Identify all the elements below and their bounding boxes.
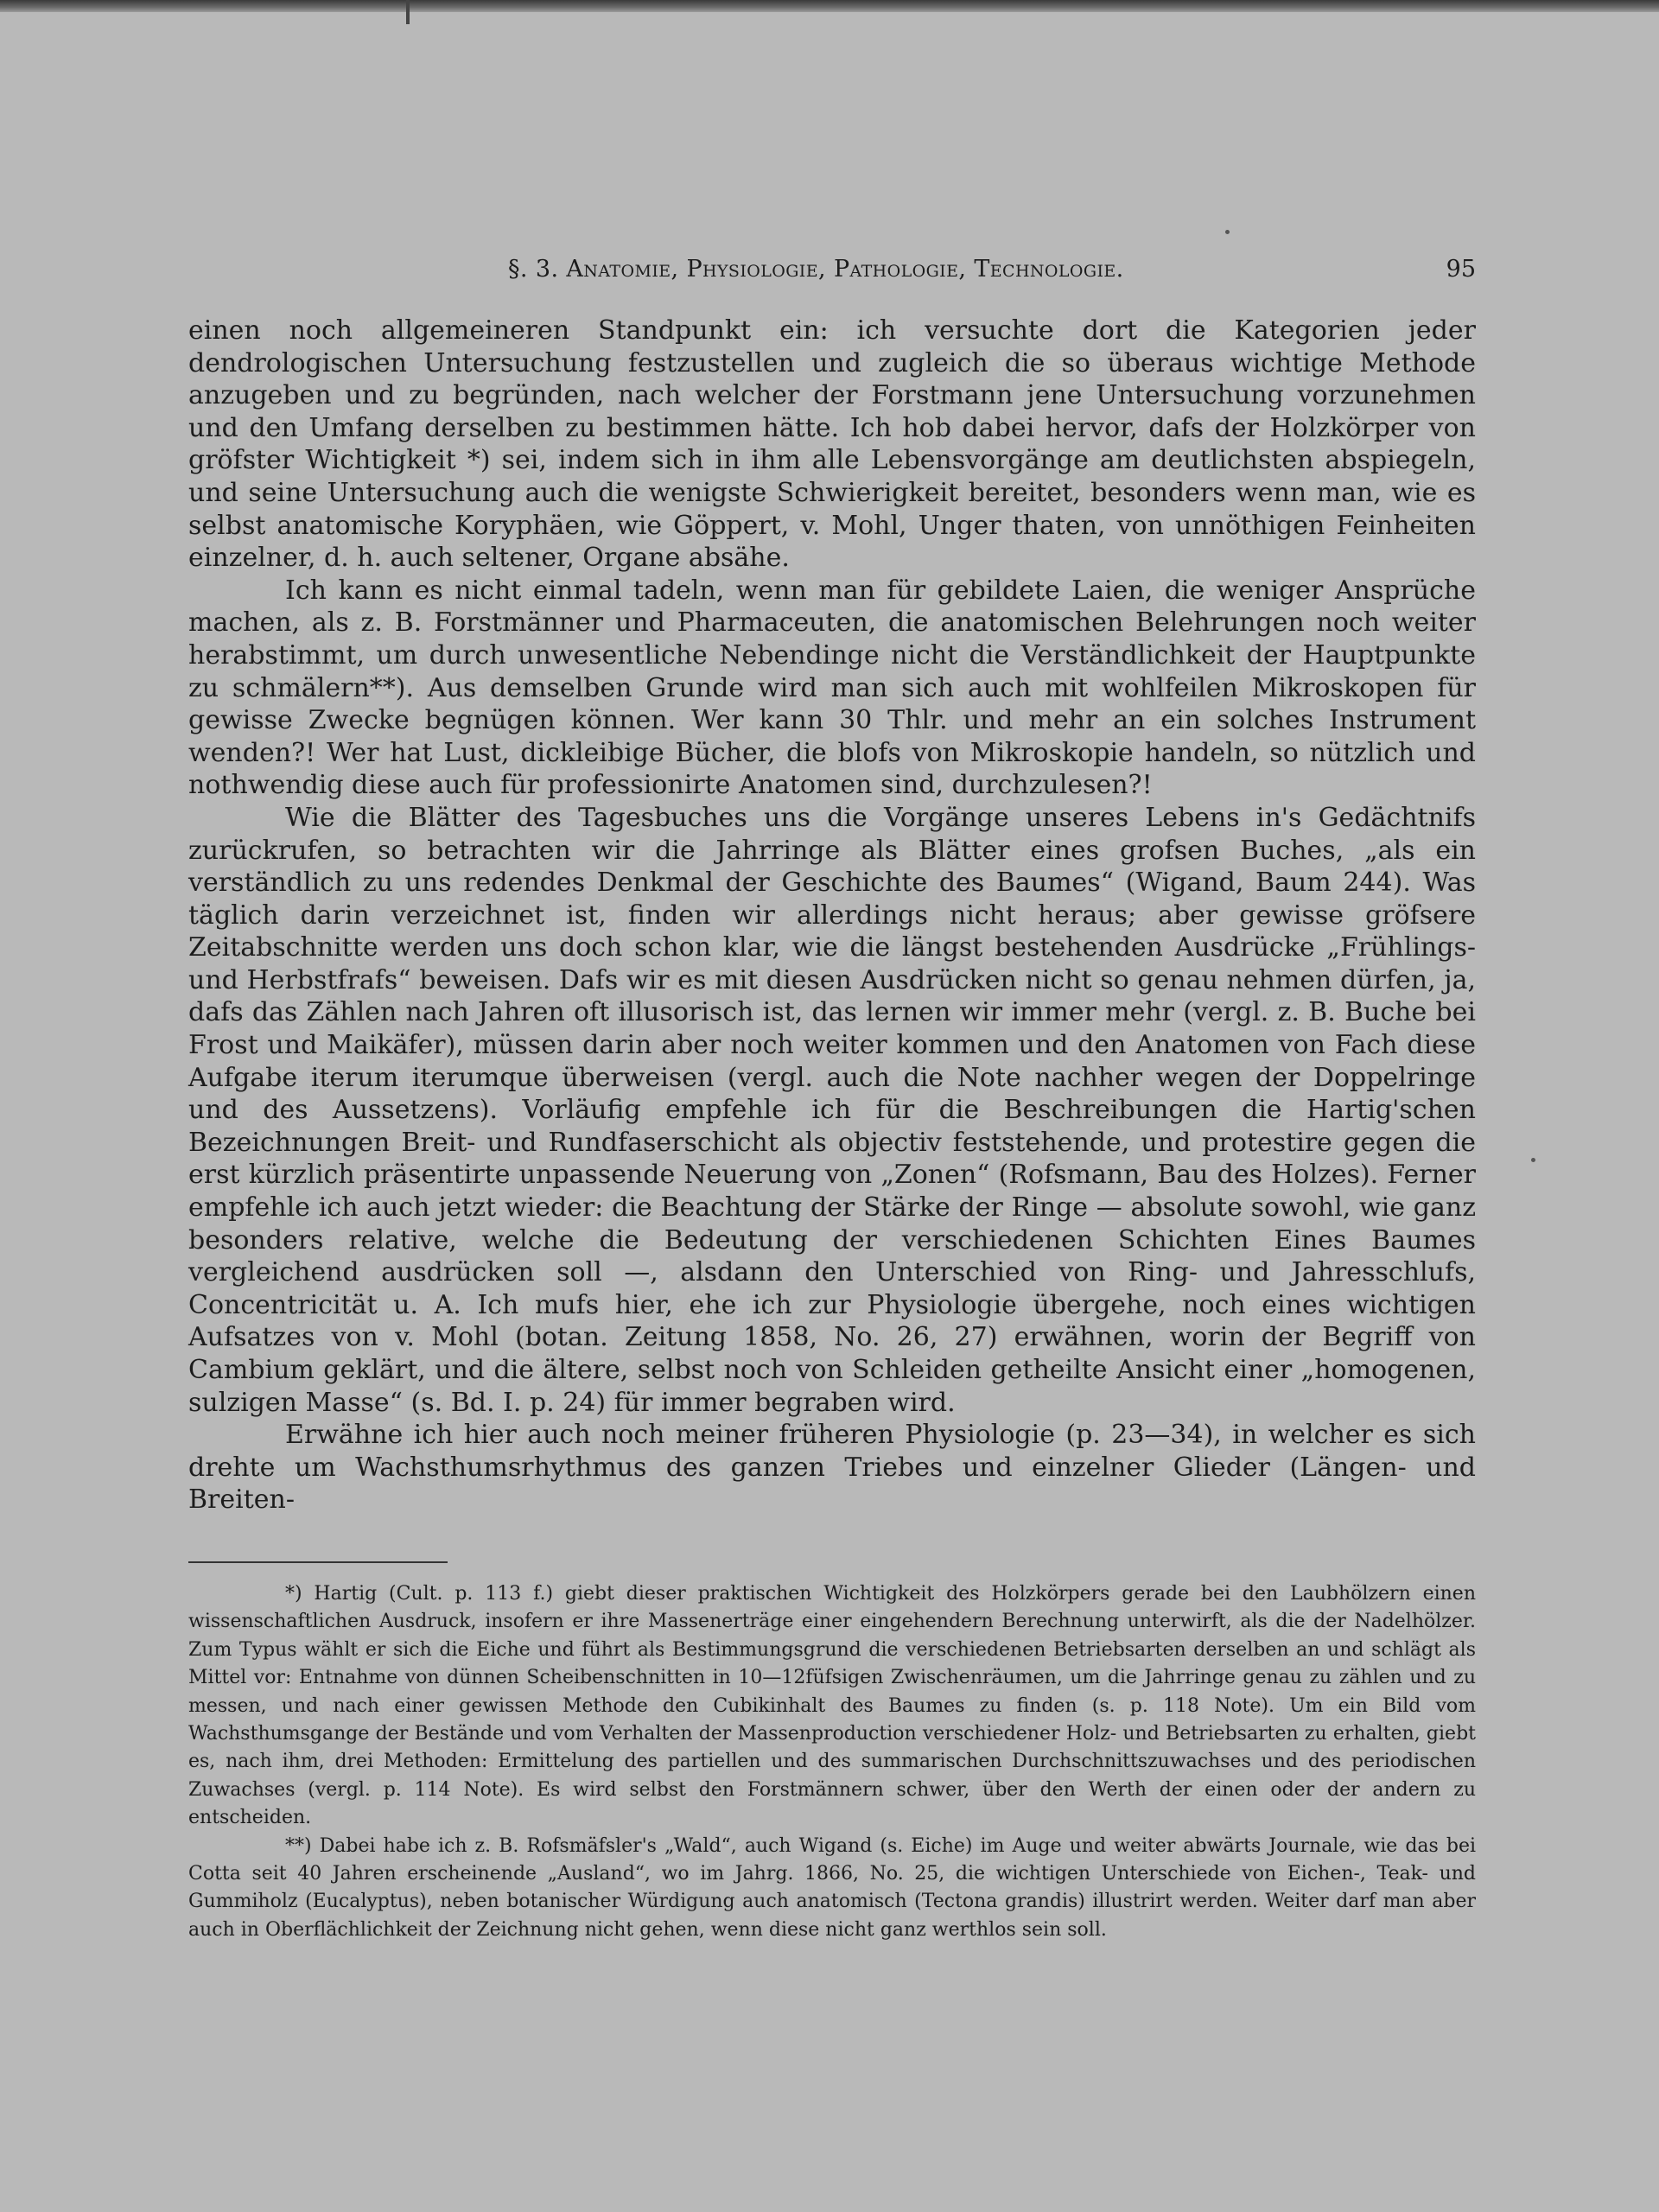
footnote: *) Hartig (Cult. p. 113 f.) giebt dieser praktischen Wichtigkeit des Holzkörpers gerade bei den Laubhölzern einen wissenschaftlichen Ausdruck, insofern er ihre Massenerträge einer eingehendern Berechnung unterwirft, als die der Nadelhölzer. Zum Typus wählt er sich die Eiche und führt als Bestimmungsgrund die verschiedenen Betriebsarten derselben an und schlägt als Mittel vor: Entnahme von dünnen Scheibenschnitten in 10—12füfsigen Zwischenräumen, um die Jahrringe genau zu zählen und zu messen, und nach einer gewissen Methode den Cubikinhalt des Baumes zu finden (s. p. 118 Note). Um ein Bild vom Wachsthumsgange der Bestände und vom Verhalten der Massenproduction verschiedener Holz- und Betriebsarten zu erhalten, giebt es, nach ihm, drei Methoden: Ermittelung des partiellen und des summarischen Durchschnittszuwachses und des periodischen Zuwachses (vergl. p. 114 Note). Es wird selbst den Forstmännern schwer, über den Werth der einen oder der andern zu entscheiden. [188, 1582, 1476, 1829]
paragraph: Wie die Blätter des Tagesbuches uns die Vorgänge unseres Lebens in's Gedächtnifs zurückrufen, so betrachten wir die Jahrringe als Blätter eines grofsen Buches, „als ein verständlich zu uns redendes Denkmal der Geschichte des Baumes“ (Wigand, Baum 244). Was täglich darin verzeichnet ist, finden wir allerdings nicht heraus; aber gewisse gröfsere Zeitabschnitte werden uns doch schon klar, wie die längst bestehenden Ausdrücke „Frühlings- und Herbstfrafs“ beweisen. Dafs wir es mit diesen Ausdrücken nicht so genau nehmen dürfen, ja, dafs das Zählen nach Jahren oft illusorisch ist, das lernen wir immer mehr (vergl. z. B. Buche bei Frost und Maikäfer), müssen darin aber noch weiter kommen und den Anatomen von Fach diese Aufgabe iterum iterumque überweisen (vergl. auch die Note nachher wegen der Doppelringe und des Aussetzens). Vorläufig empfehle ich für die Beschreibungen die Hartig'schen Bezeichnungen Breit- und Rundfaserschicht als objectiv feststehende, und protestire gegen die erst kürzlich präsentirte unpassende Neuerung von „Zonen“ (Rofsmann, Bau des Holzes). Ferner empfehle ich auch jetzt wieder: die Beachtung der Stärke der Ringe — absolute sowohl, wie ganz besonders relative, welche die Bedeutung der verschiedenen Schichten Eines Baumes vergleichend ausdrücken soll —, alsdann den Unterschied von Ring- und Jahresschlufs, Concentricität u. A. Ich mufs hier, ehe ich zur Physiologie übergehe, noch eines wichtigen Aufsatzes von v. Mohl (botan. Zeitung 1858, No. 26, 27) erwähnen, worin der Begriff von Cambium geklärt, und die ältere, selbst noch von Schleiden getheilte Ansicht einer „homogenen, sulzigen Masse“ (s. Bd. I. p. 24) für immer begraben wird. [188, 802, 1476, 1418]
footnotes [188, 1580, 1476, 1944]
book-page [188, 256, 1476, 1944]
footnote: **) Dabei habe ich z. B. Rofsmäfsler's „Wald“, auch Wigand (s. Eiche) im Auge und weiter abwärts Journale, wie das bei Cotta seit 40 Jahren erscheinende „Ausland“, wo im Jahrg. 1866, No. 25, die wichtigen Unterschiede von Eichen-, Teak- und Gummiholz (Eucalyptus), neben botanischer Würdigung auch anatomisch (Tectona grandis) illustrirt werden. Weiter darf man aber auch in Oberflächlichkeit der Zeichnung nicht gehen, wenn diese nicht ganz werthlos sein soll. [188, 1834, 1476, 1941]
scan-speck [1225, 230, 1230, 234]
scan-speck [1531, 1158, 1535, 1162]
paragraph: Ich kann es nicht einmal tadeln, wenn man für gebildete Laien, die weniger Ansprüche machen, als z. B. Forstmänner und Pharmaceuten, die anatomischen Belehrungen noch weiter herabstimmt, um durch unwesentliche Nebendinge nicht die Verständlichkeit der Hauptpunkte zu schmälern**). Aus demselben Grunde wird man sich auch mit wohlfeilen Mikroskopen für gewisse Zwecke begnügen können. Wer kann 30 Thlr. und mehr an ein solches Instrument wenden?! Wer hat Lust, dickleibige Bücher, die blofs von Mikroskopie handeln, so nützlich und nothwendig diese auch für professionirte Anatomen sind, durchzulesen?! [188, 575, 1476, 801]
scan-edge-mark [406, 0, 410, 24]
page-number: 95 [1446, 256, 1476, 283]
paragraph: Erwähne ich hier auch noch meiner früheren Physiologie (p. 23—34), in welcher es sich drehte um Wachsthumsrhythmus des ganzen Triebes und einzelner Glieder (Längen- und Breiten- [188, 1420, 1476, 1516]
running-head-title: §. 3. Anatomie, Physiologie, Pathologie, Technologie. [508, 256, 1124, 283]
running-head [188, 256, 1476, 290]
main-text [188, 315, 1476, 1516]
paragraph: einen noch allgemeineren Standpunkt ein: ich versuchte dort die Kategorien jeder dendrologischen Untersuchung festzustellen und zugleich die so überaus wichtige Methode anzugeben und zu begründen, nach welcher der Forstmann jene Untersuchung vorzunehmen und den Umfang derselben zu bestimmen hätte. Ich hob dabei hervor, dafs der Holzkörper von gröfster Wichtigkeit *) sei, indem sich in ihm alle Lebensvorgänge am deutlichsten abspiegeln, und seine Untersuchung auch die wenigste Schwierigkeit bereitet, besonders wenn man, wie es selbst anatomische Koryphäen, wie Göppert, v. Mohl, Unger thaten, von unnöthigen Feinheiten einzelner, d. h. auch seltener, Organe absähe. [188, 315, 1476, 574]
footnote-divider [188, 1561, 448, 1563]
scan-top-edge [0, 0, 1659, 12]
